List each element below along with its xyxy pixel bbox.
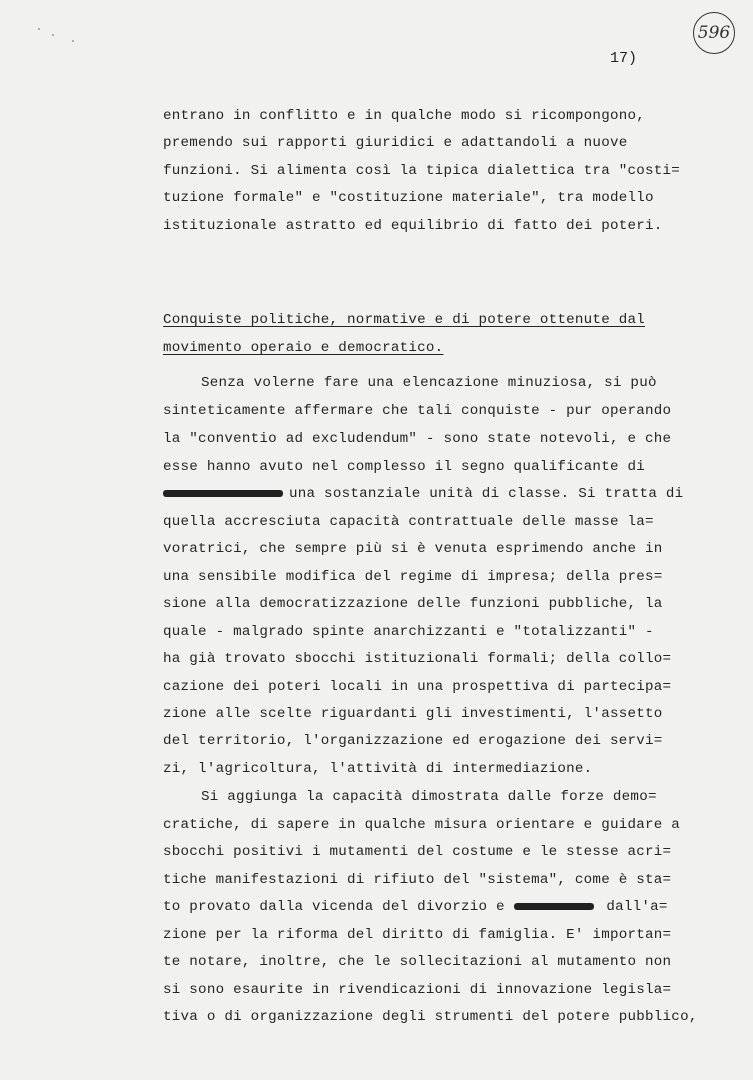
paper-speck	[72, 40, 74, 42]
text-line: sinteticamente affermare che tali conquiste - pur operando	[163, 403, 672, 419]
text-line: premendo sui rapporti giuridici e adattandoli a nuove	[163, 135, 628, 151]
text-line-content: una sostanziale unità di classe. Si tratta di	[289, 486, 684, 502]
section-heading: Conquiste politiche, normative e di potere ottenute dal	[163, 312, 646, 328]
text-line: cazione dei poteri locali in una prospettiva di partecipa=	[163, 679, 672, 695]
text-line: esse hanno avuto nel complesso il segno qualificante di	[163, 459, 646, 475]
text-line: tiche manifestazioni di rifiuto del "sistema", come è sta=	[163, 872, 672, 888]
text-line: cratiche, di sapere in qualche misura orientare e guidare a	[163, 817, 681, 833]
paper-speck	[38, 28, 40, 30]
text-line: la "conventio ad excludendum" - sono state notevoli, e che	[163, 431, 672, 447]
text-line: sione alla democratizzazione delle funzioni pubbliche, la	[163, 596, 663, 612]
text-line: Si aggiunga la capacità dimostrata dalle forze demo=	[201, 789, 657, 805]
redaction-mark	[514, 903, 594, 910]
text-line: zione per la riforma del diritto di famiglia. E' importan=	[163, 927, 672, 943]
section-heading: movimento operaio e democratico.	[163, 340, 444, 356]
text-line: una sensibile modifica del regime di impresa; della pres=	[163, 569, 663, 585]
text-line: ha già trovato sbocchi istituzionali formali; della collo=	[163, 651, 672, 667]
page-number: 17)	[610, 50, 638, 67]
text-line: quella accresciuta capacità contrattuale delle masse la=	[163, 514, 654, 530]
text-line: funzioni. Si alimenta così la tipica dialettica tra "costi=	[163, 163, 681, 179]
text-line: voratrici, che sempre più si è venuta esprimendo anche in	[163, 541, 663, 557]
text-line: te notare, inoltre, che le sollecitazioni al mutamento non	[163, 954, 672, 970]
text-line-content: dall'a=	[606, 899, 668, 915]
text-line-content: to provato dalla vicenda del divorzio e	[163, 899, 505, 915]
text-line: tuzione formale" e "costituzione materiale", tra modello	[163, 190, 654, 206]
text-line: zione alle scelte riguardanti gli investimenti, l'assetto	[163, 706, 663, 722]
text-line: quale - malgrado spinte anarchizzanti e "totalizzanti" -	[163, 624, 654, 640]
handwritten-page-stamp: 596	[693, 12, 735, 54]
paper-speck	[52, 34, 54, 36]
text-line: istituzionale astratto ed equilibrio di fatto dei poteri.	[163, 218, 663, 234]
text-line: si sono esaurite in rivendicazioni di innovazione legisla=	[163, 982, 672, 998]
text-line: sbocchi positivi i mutamenti del costume e le stesse acri=	[163, 844, 672, 860]
redaction-mark	[163, 490, 283, 497]
text-line: entrano in conflitto e in qualche modo si ricompongono,	[163, 108, 646, 124]
text-line: del territorio, l'organizzazione ed erogazione dei servi=	[163, 733, 663, 749]
text-line	[163, 486, 683, 502]
text-line: Senza volerne fare una elencazione minuziosa, si può	[201, 375, 657, 391]
text-line: zi, l'agricoltura, l'attività di intermediazione.	[163, 761, 593, 777]
text-line	[163, 899, 668, 915]
text-line: tiva o di organizzazione degli strumenti del potere pubblico,	[163, 1009, 698, 1025]
